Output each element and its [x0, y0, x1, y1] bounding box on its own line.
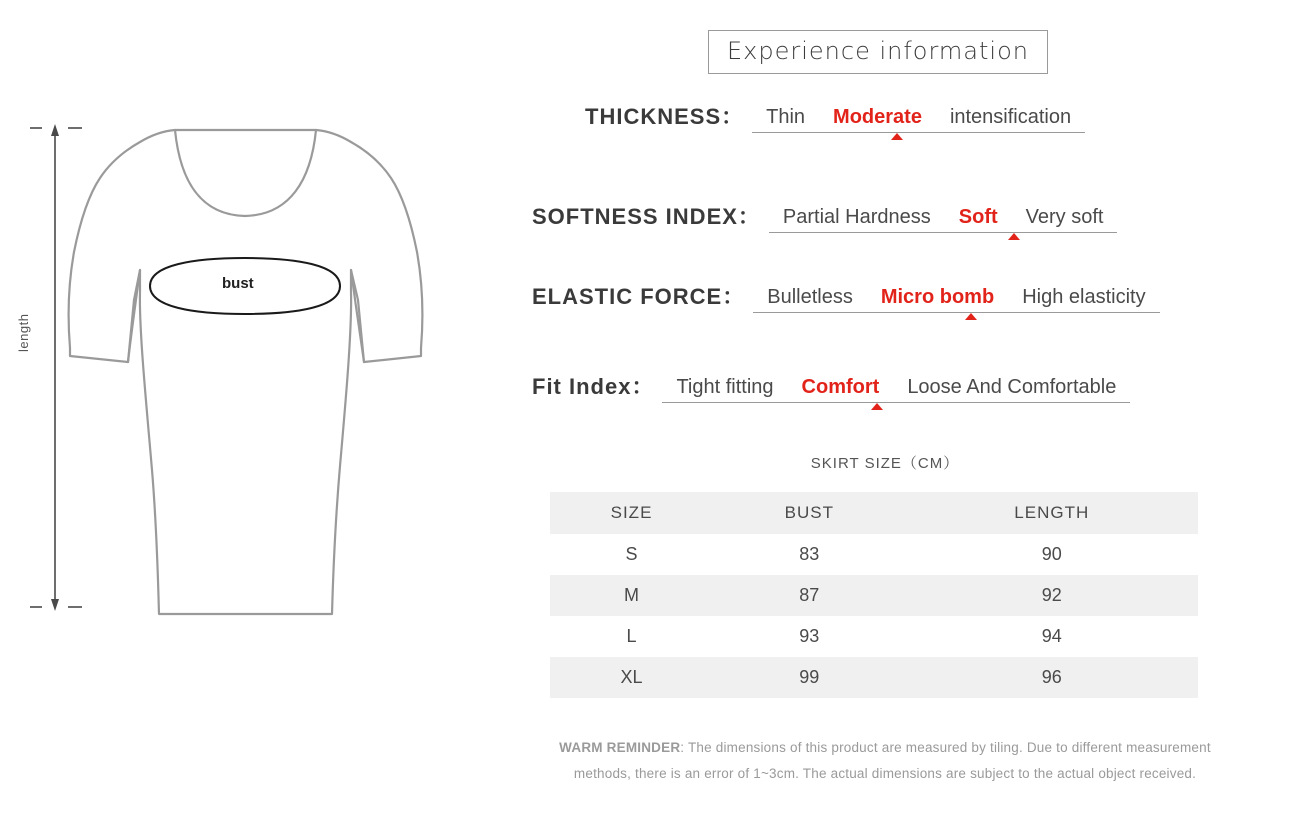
- table-header-row: [550, 492, 1198, 534]
- cell-length: 92: [906, 575, 1198, 616]
- experience-panel: [470, 0, 1300, 820]
- warm-reminder-line1: : The dimensions of this product are measured by tiling. Due to different measurement: [680, 740, 1211, 755]
- cell-length: 94: [1041, 626, 1062, 646]
- table-row: [550, 534, 1198, 575]
- option-bulletless[interactable]: Bulletless: [767, 286, 853, 308]
- attribute-row-softness: [532, 200, 1117, 233]
- option-loose-and-comfortable[interactable]: Loose And Comfortable: [907, 376, 1117, 398]
- warm-reminder-line2: methods, there is an error of 1~3cm. The actual dimensions are subject to the actual object received.: [573, 766, 1197, 782]
- dress-illustration: [0, 0, 470, 720]
- size-table-title: SKIRT SIZE（CM）: [810, 455, 960, 472]
- experience-title: Experience information: [708, 30, 1048, 74]
- warm-reminder: [480, 735, 1290, 788]
- selection-marker-softness: [1008, 233, 1020, 240]
- option-intensification[interactable]: intensification: [949, 106, 1072, 128]
- column-header-size: SIZE: [550, 492, 713, 534]
- cell-bust: 87: [713, 575, 905, 616]
- cell-bust: 83: [799, 544, 820, 564]
- garment-diagram: [0, 0, 470, 720]
- option-high-elasticity[interactable]: High elasticity: [1022, 286, 1146, 308]
- attribute-row-thickness: [585, 100, 1085, 133]
- selection-marker-fit-index: [871, 403, 883, 410]
- option-very-soft[interactable]: Very soft: [1025, 206, 1104, 228]
- attribute-options-fit-index: [662, 376, 1130, 403]
- length-measure-line: [51, 124, 59, 611]
- table-row: [550, 657, 1198, 698]
- selection-marker-elastic-force: [965, 313, 977, 320]
- option-comfort[interactable]: Comfort: [801, 376, 880, 398]
- cell-bust: 99: [713, 657, 905, 698]
- attribute-label-thickness: THICKNESS：: [585, 104, 745, 129]
- table-row: [550, 575, 1198, 616]
- option-tight-fitting[interactable]: Tight fitting: [676, 376, 774, 398]
- attribute-options-elastic-force: [753, 286, 1159, 313]
- cell-size: XL: [550, 657, 713, 698]
- attribute-row-elastic-force: [532, 280, 1160, 313]
- option-soft[interactable]: Soft: [958, 206, 998, 228]
- cell-size: L: [626, 626, 637, 646]
- bust-label: bust: [222, 275, 254, 292]
- cell-length: 96: [906, 657, 1198, 698]
- cell-bust: 93: [799, 626, 820, 646]
- attribute-label-fit-index: Fit Index：: [532, 374, 655, 399]
- attribute-options-softness: [769, 206, 1118, 233]
- length-label: length: [16, 313, 31, 352]
- selection-marker-thickness: [891, 133, 903, 140]
- column-header-bust: BUST: [713, 492, 905, 534]
- option-moderate[interactable]: Moderate: [833, 106, 922, 128]
- attribute-label-softness: SOFTNESS INDEX：: [532, 204, 761, 229]
- option-micro-bomb[interactable]: Micro bomb: [880, 286, 995, 308]
- cell-size: M: [550, 575, 713, 616]
- column-header-length: LENGTH: [906, 492, 1198, 534]
- warm-reminder-prefix: WARM REMINDER: [559, 740, 681, 755]
- attribute-label-elastic-force: ELASTIC FORCE：: [532, 284, 746, 309]
- cell-length: 90: [1041, 544, 1062, 564]
- table-row: [550, 616, 1198, 657]
- dress-outline: [69, 130, 423, 614]
- option-partial-hardness[interactable]: Partial Hardness: [782, 206, 931, 228]
- attribute-row-fit-index: [532, 370, 1130, 403]
- size-table: [550, 492, 1198, 698]
- attribute-options-thickness: [752, 106, 1085, 133]
- cell-size: S: [625, 544, 638, 564]
- option-thin[interactable]: Thin: [766, 106, 806, 128]
